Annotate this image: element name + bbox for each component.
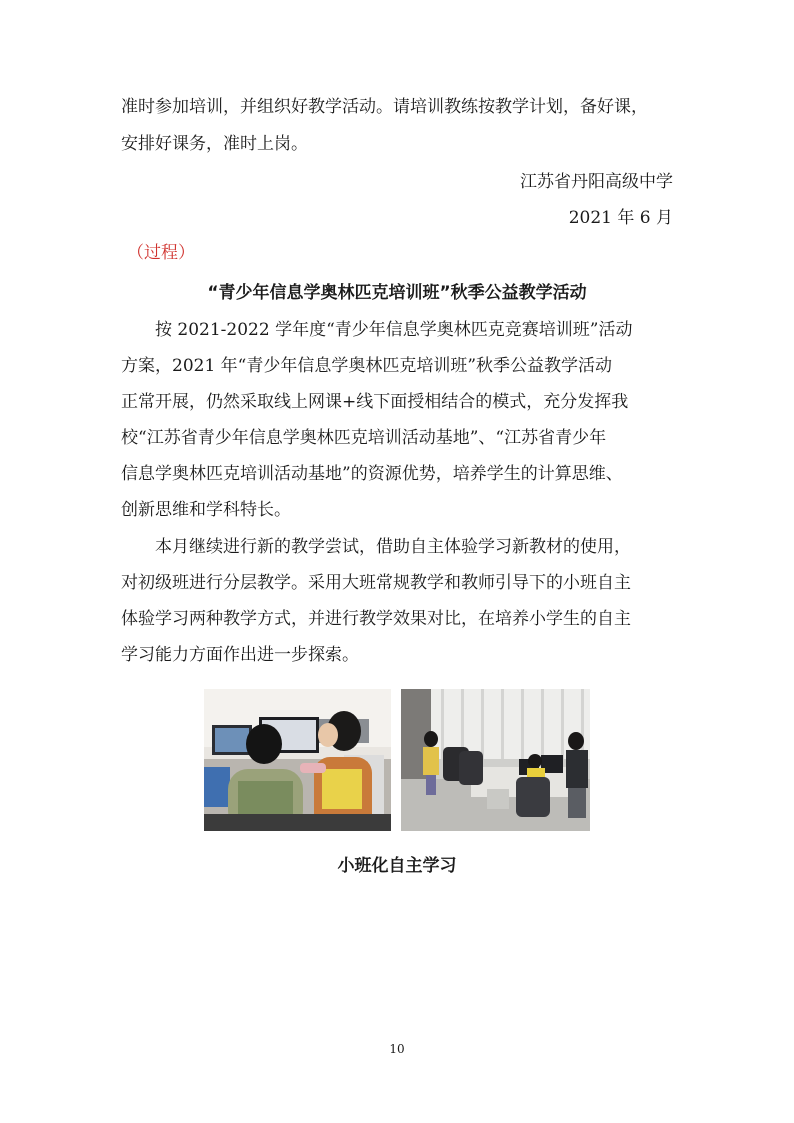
article-title: “青少年信息学奥林匹克培训班”秋季公益教学活动 (207, 283, 587, 303)
intro-line-1: 准时参加培训，并组织好教学活动。请培训教练按教学计划，备好课， (121, 97, 648, 117)
page-number: 10 (389, 1042, 405, 1056)
paragraph2-line-2: 对初级班进行分层教学。采用大班常规教学和教师引导下的小班自主 (121, 573, 631, 593)
paragraph2-line-4: 学习能力方面作出进一步探索。 (121, 645, 359, 665)
signature-organization: 江苏省丹阳高级中学 (520, 172, 673, 192)
paragraph2-line-1: 本月继续进行新的教学尝试，借助自主体验学习新教材的使用， (155, 537, 631, 557)
photo-classroom (401, 689, 590, 831)
photo-students-at-computer (204, 689, 391, 831)
signature-date: 2021 年 6 月 (568, 208, 673, 228)
paragraph1-line-6: 创新思维和学科特长。 (121, 500, 291, 520)
intro-line-2: 安排好课务，准时上岗。 (121, 134, 308, 154)
paragraph1-line-1: 按 2021-2022 学年度“青少年信息学奥林匹克竞赛培训班”活动 (155, 320, 633, 340)
paragraph2-line-3: 体验学习两种教学方式，并进行教学效果对比，在培养小学生的自主 (121, 609, 631, 629)
paragraph1-line-5: 信息学奥林匹克培训活动基地”的资源优势，培养学生的计算思维、 (121, 464, 623, 484)
paragraph1-line-4: 校“江苏省青少年信息学奥林匹克培训活动基地”、“江苏省青少年 (121, 428, 607, 448)
section-tag: （过程） (127, 243, 195, 263)
paragraph1-line-2: 方案，2021 年“青少年信息学奥林匹克培训班”秋季公益教学活动 (121, 356, 613, 376)
photo-caption: 小班化自主学习 (337, 856, 457, 876)
paragraph1-line-3: 正常开展，仍然采取线上网课+线下面授相结合的模式，充分发挥我 (121, 392, 629, 412)
